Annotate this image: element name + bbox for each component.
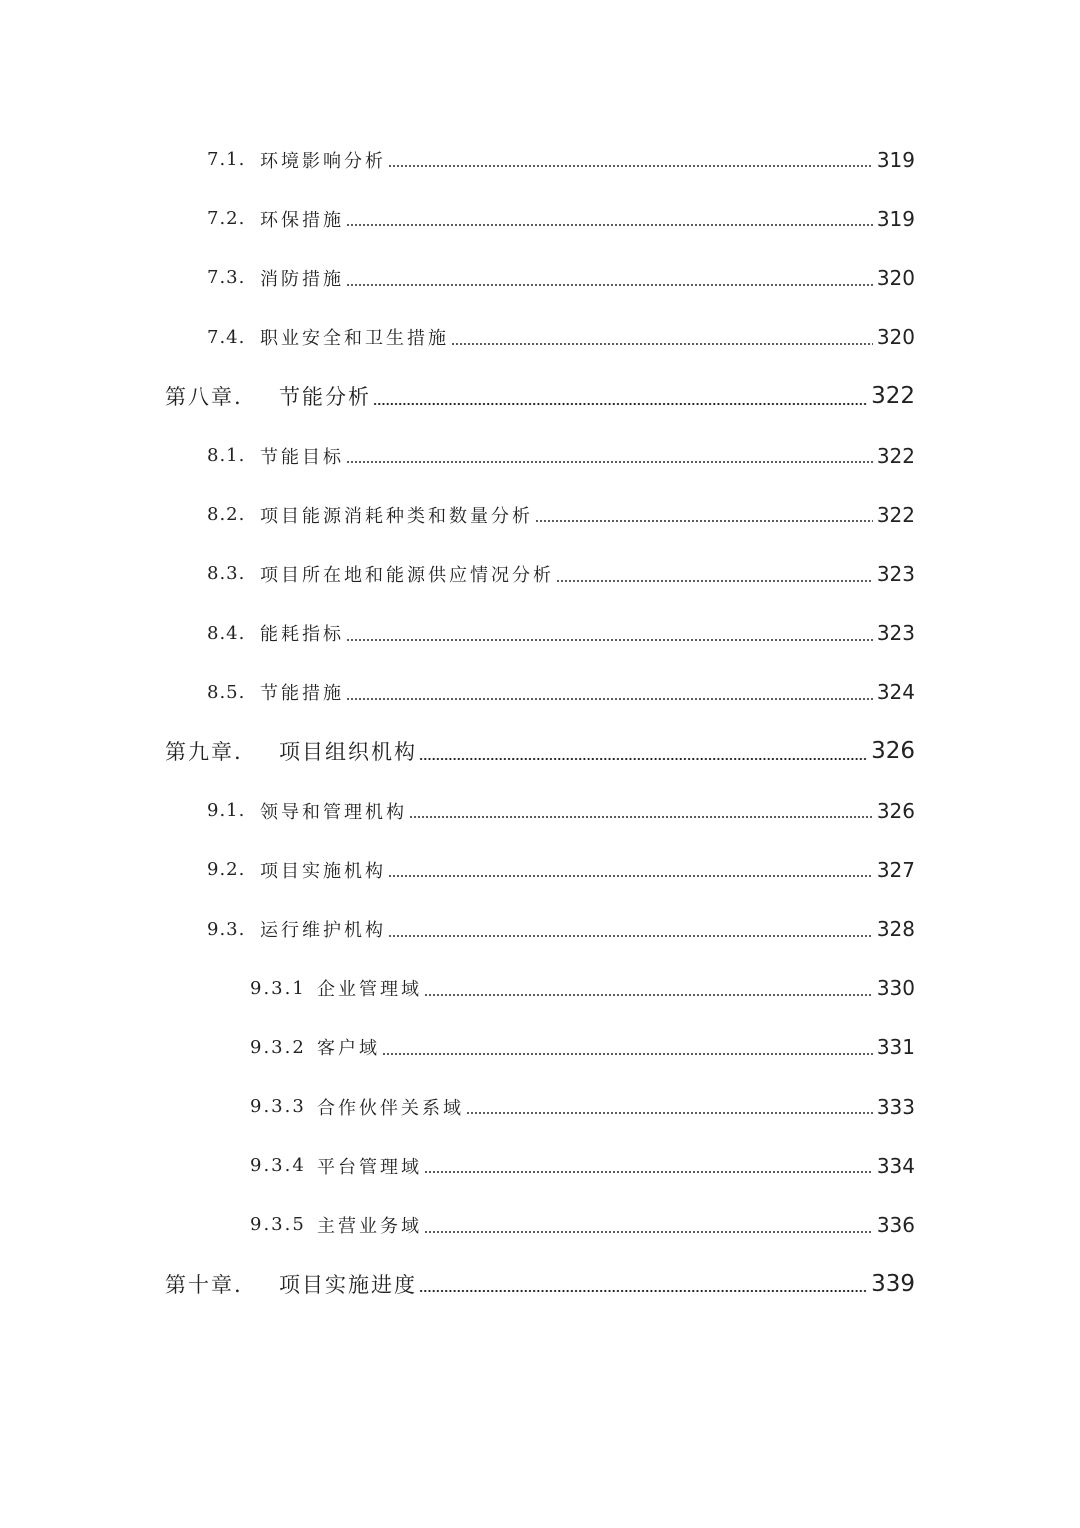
toc-subentry[interactable] xyxy=(0,959,1080,1018)
toc-entry-number: 7.4. xyxy=(207,326,246,348)
toc-entry-number: 9.3. xyxy=(207,918,246,940)
dot-leader xyxy=(346,284,873,286)
dot-leader xyxy=(424,1171,873,1173)
toc-entry-page: 323 xyxy=(876,561,915,586)
dot-leader xyxy=(419,1290,867,1292)
dot-leader xyxy=(451,343,873,345)
toc-entry-page: 322 xyxy=(876,502,915,527)
toc-entry-number: 7.2. xyxy=(207,208,246,230)
toc-entry-page: 320 xyxy=(876,265,915,290)
toc-entry-number: 9.3.1 xyxy=(250,977,306,999)
toc-entry-title: 项目实施机构 xyxy=(260,860,386,882)
toc-entry-title: 环境影响分析 xyxy=(260,150,386,172)
toc-entry-title: 能耗指标 xyxy=(260,624,344,646)
dot-leader xyxy=(346,224,873,226)
table-of-contents xyxy=(0,130,1080,1314)
toc-entry[interactable] xyxy=(0,130,1080,189)
toc-entry-title: 节能措施 xyxy=(260,683,344,705)
toc-entry-number: 9.3.5 xyxy=(250,1214,306,1236)
toc-entry-number: 8.3. xyxy=(207,563,246,585)
toc-entry-title: 领导和管理机构 xyxy=(260,801,407,823)
toc-entry-number: 9.3.3 xyxy=(250,1096,306,1118)
toc-entry-number: 第九章. xyxy=(165,740,243,765)
toc-entry-title: 企业管理域 xyxy=(317,979,422,1001)
toc-entry-number: 9.2. xyxy=(207,859,246,881)
toc-entry-page: 319 xyxy=(876,206,915,231)
toc-entry[interactable] xyxy=(0,604,1080,663)
toc-subentry[interactable] xyxy=(0,1136,1080,1195)
toc-entry-title: 环保措施 xyxy=(260,209,344,231)
toc-chapter-entry[interactable] xyxy=(0,1255,1080,1314)
toc-entry-number: 7.3. xyxy=(207,267,246,289)
toc-entry[interactable] xyxy=(0,426,1080,485)
toc-entry-number: 8.5. xyxy=(207,681,246,703)
dot-leader xyxy=(388,935,873,937)
dot-leader xyxy=(346,639,873,641)
dot-leader xyxy=(556,580,873,582)
toc-entry-page: 322 xyxy=(871,383,915,410)
toc-entry-page: 319 xyxy=(876,147,915,172)
toc-entry-title: 消防措施 xyxy=(260,268,344,290)
toc-entry-page: 326 xyxy=(871,738,915,765)
toc-entry-title: 平台管理域 xyxy=(317,1156,422,1178)
toc-entry-number: 7.1. xyxy=(207,149,246,171)
toc-entry-page: 336 xyxy=(876,1212,915,1237)
toc-entry-number: 9.3.2 xyxy=(250,1036,306,1058)
toc-entry[interactable] xyxy=(0,663,1080,722)
toc-entry-page: 322 xyxy=(876,443,915,468)
dot-leader xyxy=(388,875,873,877)
toc-entry-page: 323 xyxy=(876,621,915,646)
toc-entry-number: 8.2. xyxy=(207,504,246,526)
toc-entry-title: 节能分析 xyxy=(279,385,371,410)
toc-subentry[interactable] xyxy=(0,1077,1080,1136)
toc-entry-title: 项目实施进度 xyxy=(279,1273,417,1298)
toc-entry-number: 9.3.4 xyxy=(250,1155,306,1177)
toc-entry-page: 331 xyxy=(876,1035,915,1060)
dot-leader xyxy=(346,461,873,463)
toc-entry-title: 项目所在地和能源供应情况分析 xyxy=(260,564,554,586)
toc-entry-page: 326 xyxy=(876,798,915,823)
toc-entry-title: 主营业务域 xyxy=(317,1215,422,1237)
toc-entry[interactable] xyxy=(0,840,1080,899)
toc-entry-number: 9.1. xyxy=(207,800,246,822)
toc-chapter-entry[interactable] xyxy=(0,367,1080,426)
toc-entry-page: 333 xyxy=(876,1094,915,1119)
toc-entry[interactable] xyxy=(0,308,1080,367)
toc-entry-page: 320 xyxy=(876,325,915,350)
toc-entry-page: 334 xyxy=(876,1153,915,1178)
toc-entry-page: 330 xyxy=(876,976,915,1001)
toc-entry[interactable] xyxy=(0,248,1080,307)
dot-leader xyxy=(419,758,867,760)
toc-entry[interactable] xyxy=(0,781,1080,840)
dot-leader xyxy=(466,1112,873,1114)
toc-entry[interactable] xyxy=(0,544,1080,603)
toc-entry-page: 327 xyxy=(876,857,915,882)
dot-leader xyxy=(409,816,873,818)
toc-entry-page: 328 xyxy=(876,917,915,942)
dot-leader xyxy=(424,994,873,996)
dot-leader xyxy=(535,520,873,522)
toc-entry-number: 第八章. xyxy=(165,385,243,410)
toc-entry-title: 职业安全和卫生措施 xyxy=(260,328,449,350)
toc-entry-title: 项目组织机构 xyxy=(279,740,417,765)
toc-entry[interactable] xyxy=(0,189,1080,248)
dot-leader xyxy=(388,165,873,167)
toc-entry-page: 339 xyxy=(871,1271,915,1298)
dot-leader xyxy=(373,403,867,405)
toc-subentry[interactable] xyxy=(0,1018,1080,1077)
toc-entry-title: 运行维护机构 xyxy=(260,920,386,942)
toc-entry-number: 第十章. xyxy=(165,1273,243,1298)
toc-subentry[interactable] xyxy=(0,1195,1080,1254)
toc-entry[interactable] xyxy=(0,485,1080,544)
toc-entry-title: 合作伙伴关系域 xyxy=(317,1097,464,1119)
toc-chapter-entry[interactable] xyxy=(0,722,1080,781)
toc-entry[interactable] xyxy=(0,899,1080,958)
dot-leader xyxy=(424,1231,873,1233)
toc-entry-number: 8.1. xyxy=(207,445,246,467)
toc-entry-title: 项目能源消耗种类和数量分析 xyxy=(260,505,533,527)
toc-entry-title: 客户域 xyxy=(317,1038,380,1060)
toc-entry-title: 节能目标 xyxy=(260,446,344,468)
toc-entry-page: 324 xyxy=(876,680,915,705)
dot-leader xyxy=(382,1053,873,1055)
toc-entry-number: 8.4. xyxy=(207,622,246,644)
dot-leader xyxy=(346,698,873,700)
